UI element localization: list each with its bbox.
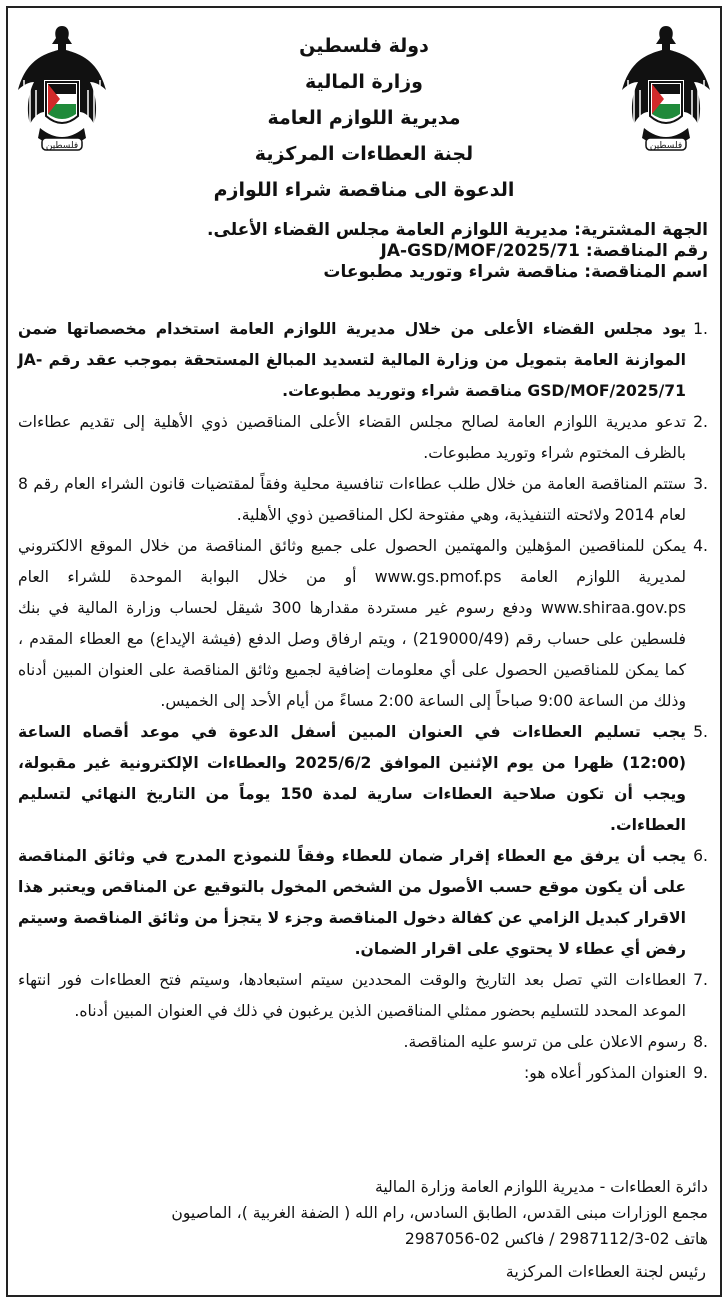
ministry-name: وزارة المالية	[305, 71, 423, 93]
buyer-entity: الجهة المشترية: مديرية اللوازم العامة مجلس القضاء الأعلى.	[207, 220, 708, 240]
clause-text: العطاءات التي تصل بعد التاريخ والوقت المحددين سيتم استبعادها، وسيتم فتح العطاءات فور انتهاء الموعد المحدد للتسليم بحضور ممثلي المناقصين الذين يرغبون في ذلك في العنوان المبين أدناه.	[18, 971, 686, 1020]
clause-number: .9	[693, 1064, 708, 1082]
clause-6	[18, 841, 708, 965]
tender-name: اسم المناقصة: مناقصة شراء وتوريد مطبوعات	[323, 262, 708, 282]
emblem-caption: فلسطين	[45, 141, 79, 151]
phone-fax: هاتف 02-2987112/3 / فاكس 02-2987056	[404, 1230, 708, 1248]
clause-number: .7	[693, 971, 708, 989]
clause-text: ستتم المناقصة العامة من خلال طلب عطاءات تنافسية محلية وفقاً لمقتضيات قانون الشراء العام رقم 8 لعام 2014 ولائحته التنفيذية، وهي مفتوحة لكل المناقصين ذوي الأهلية.	[18, 475, 686, 524]
clause-number: .2	[693, 413, 708, 431]
palestine-eagle-emblem-left	[14, 20, 110, 160]
clause-text: يمكن للمناقصين المؤهلين والمهتمين الحصول على جميع وثائق المناقصة من خلال الموقع الالكتروني لمديرية اللوازم العامة www.gs.pmof.ps أو من خلال البوابة الموحدة للشراء العام www.shiraa.gov.ps ودفع رسوم غير مستردة مقدارها 300 شيقل لحساب وزارة المالية في بنك فلسطين على حساب رقم (219000/49) ، ويتم ارفاق وصل الدفع (فيشة الإيداع) مع العطاء المقدم ، كما يمكن للمناقصين الحصول على أي معلومات إضافية لجميع وثائق المناقصة على العنوان المبين أدناه وذلك من الساعة 9:00 صباحاً إلى الساعة 2:00 مساءً من أيام الأحد إلى الخميس.	[18, 537, 686, 710]
clause-4	[18, 531, 708, 717]
clause-5	[18, 717, 708, 841]
clause-number: .8	[693, 1033, 708, 1051]
emblem-caption: فلسطين	[649, 141, 683, 151]
clause-number: .1	[693, 320, 708, 338]
tender-meta	[20, 220, 708, 283]
signature-title: رئيس لجنة العطاءات المركزية	[505, 1262, 706, 1281]
clause-text: يجب أن يرفق مع العطاء إقرار ضمان للعطاء وفقاً للنموذج المدرج في وثائق المناقصة على أن يكون موقع حسب الأصول من الشخص المخول بالتوقيع عن المناقص ويعتبر هذا الاقرار كبديل الزامي عن كفالة دخول المناقصة وجزء لا يتجزأ من وثائق المناقصة وسيتم رفض أي عطاء لا يحتوي على اقرار الضمان.	[18, 847, 686, 958]
clause-number: .6	[693, 847, 708, 865]
clause-text: العنوان المذكور أعلاه هو:	[524, 1064, 686, 1082]
clause-9	[18, 1058, 708, 1089]
invitation-title: الدعوة الى مناقصة شراء اللوازم	[213, 179, 515, 201]
clause-number: .5	[693, 723, 708, 741]
committee-name: لجنة العطاءات المركزية	[254, 143, 474, 165]
state-name: دولة فلسطين	[299, 35, 429, 57]
palestine-eagle-emblem-right	[618, 20, 714, 160]
clause-text: رسوم الاعلان على من ترسو عليه المناقصة.	[403, 1033, 686, 1051]
clause-number: .3	[693, 475, 708, 493]
clause-number: .4	[693, 537, 708, 555]
tender-number: رقم المناقصة: JA-GSD/MOF/2025/71	[380, 241, 708, 261]
clause-1	[18, 314, 708, 407]
clause-2	[18, 407, 708, 469]
clause-3	[18, 469, 708, 531]
contact-address	[20, 1174, 708, 1252]
clause-text: يود مجلس القضاء الأعلى من خلال مديرية اللوازم العامة استخدام مخصصاتها ضمن الموازنة العامة بتمويل من وزارة المالية لتسديد المبالغ المستحقة بموجب عقد رقم JA-GSD/MOF/2025/71 مناقصة شراء وتوريد مطبوعات.	[18, 320, 686, 400]
clause-text: يجب تسليم العطاءات في العنوان المبين أسفل الدعوة في موعد أقصاه الساعة (12:00) ظهرا من يوم الإثنين الموافق 2025/6/2 والعطاءات الإلكترونية غير مقبولة، ويجب أن تكون صلاحية العطاءات سارية لمدة 150 يوماً من التاريخ النهائي لتسليم العطاءات.	[18, 723, 686, 834]
clause-8	[18, 1027, 708, 1058]
directorate-name: مديرية اللوازم العامة	[267, 107, 461, 129]
address-line-2: مجمع الوزارات مبنى القدس، الطابق السادس، رام الله ( الضفة الغربية )، الماصيون	[171, 1204, 708, 1222]
tender-clauses	[18, 314, 708, 1089]
clause-text: تدعو مديرية اللوازم العامة لصالح مجلس القضاء الأعلى المناقصين ذوي الأهلية إلى تقديم عطاءات بالظرف المختوم شراء وتوريد مطبوعات.	[18, 413, 686, 462]
clause-7	[18, 965, 708, 1027]
address-line-1: دائرة العطاءات - مديرية اللوازم العامة وزارة المالية	[374, 1178, 708, 1196]
document-header	[120, 28, 608, 208]
